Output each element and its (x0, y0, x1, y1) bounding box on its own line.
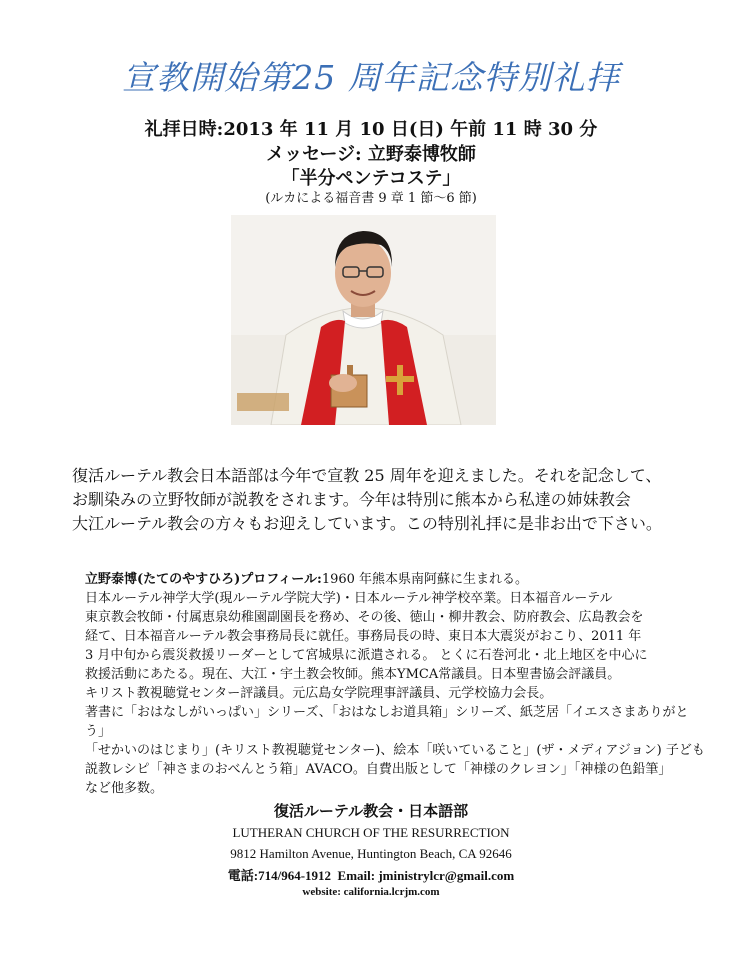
intro-line: 復活ルーテル教会日本語部は今年で宣教 25 周年を迎えました。それを記念して、 (72, 466, 662, 485)
page-title: 宣教開始第25 周年記念特別礼拝 (122, 58, 620, 97)
pastor-photo (231, 215, 496, 425)
service-datetime: 礼拝日時:2013 年 11 月 10 日(日) 午前 11 時 30 分 (144, 119, 598, 140)
pastor-profile (85, 570, 705, 798)
church-contact (0, 865, 742, 884)
profile-line: 東京教会牧師・付属恵泉幼稚園副園長を務め、その後、徳山・柳井教会、防府教会、広島教会を (85, 610, 644, 625)
profile-line: 説教レシピ「神さまのおべんとう箱」AVACO。自費出版として「神様のクレヨン」「神様の色鉛筆」 (85, 762, 672, 777)
profile-name-label: 立野泰博(たてのやすひろ)プロフィール: (85, 572, 322, 587)
intro-paragraph (72, 464, 722, 536)
phone-label: 電話: (227, 868, 259, 883)
email-label: Email: (337, 868, 379, 883)
profile-birth: 1960 年熊本県南阿蘇に生まれる。 (321, 572, 529, 587)
profile-line: 経て、日本福音ルーテル教会事務局長に就任。事務局長の時、東日本大震災がおこり、2011 年 (85, 629, 642, 644)
scripture-reference: (ルカによる福音書 9 章 1 節〜6 節) (265, 191, 477, 206)
sermon-title: 「半分ペンテコステ」 (281, 168, 461, 189)
intro-line: 大江ルーテル教会の方々もお迎えしています。この特別礼拝に是非お出で下さい。 (72, 514, 662, 533)
church-address: 9812 Hamilton Avenue, Huntington Beach, CA 92646 (230, 846, 512, 861)
profile-line: 3 月中旬から震災救援リーダーとして宮城県に派遣される。 とくに石巻河北・北上地区を中心に (85, 648, 648, 663)
intro-line: お馴染みの立野牧師が説教をされます。今年は特別に熊本から私達の姉妹教会 (72, 490, 631, 509)
church-name-en: LUTHERAN CHURCH OF THE RESURRECTION (232, 825, 510, 840)
profile-line: 「せかいのはじまり」(キリスト教視聴覚センター)、絵本「咲いていること」(ザ・メディアジョン) 子ども (85, 743, 705, 758)
profile-line: 著書に「おはなしがいっぱい」シリーズ、「おはなしお道具箱」シリーズ、紙芝居「イエスさまありがとう」 (85, 705, 689, 739)
profile-line: 救援活動にあたる。現在、大江・宇土教会牧師。熊本YMCA常議員。日本聖書協会評議員。 (85, 667, 621, 682)
email-link[interactable]: jministrylcr@gmail.com (378, 868, 515, 883)
profile-line: キリスト教視聴覚センター評議員。元広島女学院理事評議員、元学校協力会長。 (85, 686, 553, 701)
service-message: メッセージ: 立野泰博牧師 (266, 144, 476, 165)
profile-line: 日本ルーテル神学大学(現ルーテル学院大学)・日本ルーテル神学校卒業。日本福音ルーテル (85, 591, 613, 606)
profile-line: など他多数。 (85, 781, 164, 796)
pastor-portrait-icon (231, 215, 496, 425)
church-name-jp: 復活ルーテル教会・日本語部 (273, 802, 469, 820)
website-link[interactable]: website: california.lcrjm.com (302, 886, 440, 898)
phone-number[interactable]: 714/964-1912 (258, 868, 332, 883)
profile-header-line (85, 570, 705, 589)
